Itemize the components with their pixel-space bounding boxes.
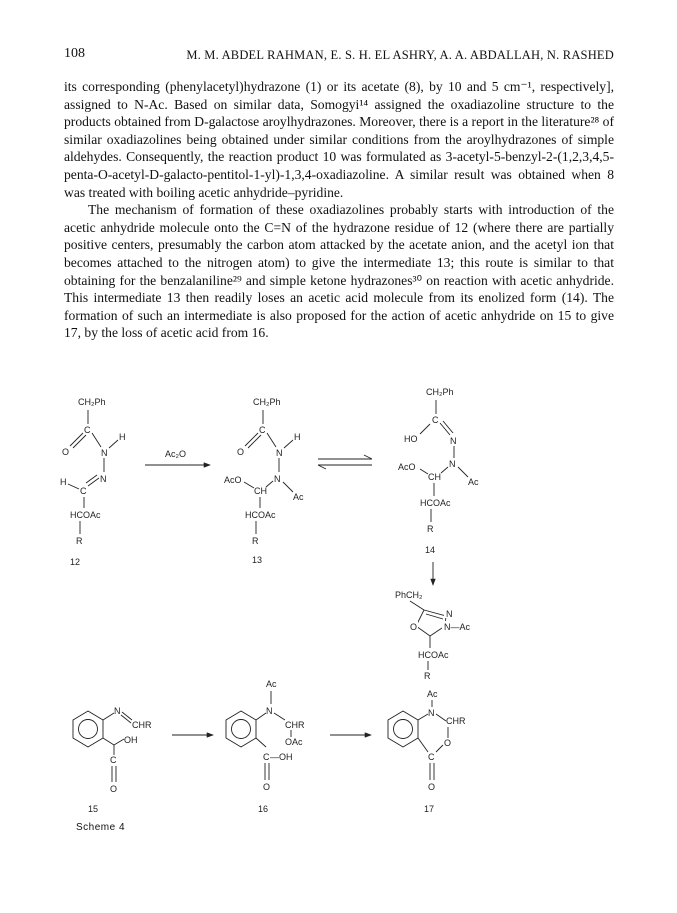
reagent-ac2o: Ac₂O [165, 449, 186, 459]
c17-carbonyl-c: C [428, 752, 435, 762]
c17-chr: CHR [446, 716, 466, 726]
c17-carbonyl-o: O [428, 782, 436, 792]
c12-number: 12 [70, 557, 81, 567]
c17-number: 17 [424, 804, 435, 814]
c14-nac-n: N [449, 459, 456, 469]
c15-chr: CHR [132, 720, 152, 730]
c14-enol-c: C [432, 415, 439, 425]
c15-number: 15 [88, 804, 99, 814]
c12-ch2ph: CH₂Ph [78, 397, 106, 407]
c12-hcoac: HCOAc [70, 510, 101, 520]
c14-hcoac: HCOAc [420, 498, 451, 508]
c12-nh-n: N [101, 448, 108, 458]
page-number: 108 [64, 46, 85, 61]
compound-15 [73, 706, 152, 814]
c13-aco: AcO [224, 475, 242, 485]
oxadiazoline-product [395, 590, 484, 681]
compound-16 [226, 679, 305, 814]
c16-carbonyl-o: O [263, 782, 271, 792]
product-n-ac: N—Ac [444, 622, 471, 632]
c12-oxygen: O [62, 447, 70, 457]
product-ring-o: O [410, 622, 418, 632]
product-r: R [424, 671, 431, 681]
c13-nac-n: N [274, 474, 281, 484]
c16-oh: —OH [270, 752, 293, 762]
product-hcoac: HCOAc [418, 650, 449, 660]
c12-imine-c: C [80, 486, 87, 496]
paragraph-1: its corresponding (phenylacetyl)hydrazone (1) or its acetate (8), by 10 and 5 cm⁻¹, respectively], assigned to N-Ac. Based on similar data, Somogyi¹⁴ assigned the oxadiazoline structure to the products obtained from D-galactose aroylhydrazones. Moreover, there is a report in the literature²⁸ of similar oxadiazolines being obtained under similar conditions from the aroylhydrazones of simple aldehydes. Consequently, the reaction product 10 was formulated as 3-acetyl-5-benzyl-2-(1,2,3,4,5-penta-O-acetyl-D-galacto-pentitol-1-yl)-1,3,4-oxadiazoline. A similar result was obtained when 8 was treated with boiling acetic anhydride–pyridine. [64, 79, 614, 200]
c15-carbonyl-c: C [110, 755, 117, 765]
c13-nh-n: N [276, 448, 283, 458]
product-phch2: PhCH₂ [395, 590, 423, 600]
c14-number: 14 [425, 545, 436, 555]
c17-ac: Ac [427, 689, 438, 699]
c14-imine-n: N [450, 436, 457, 446]
c13-number: 13 [252, 555, 263, 565]
c13-hcoac: HCOAc [245, 510, 276, 520]
c12-nh-h: H [119, 432, 126, 442]
product-n3: N [446, 609, 453, 619]
c13-n-ac: Ac [293, 492, 304, 502]
equilibrium-13-14 [318, 455, 372, 469]
c12-carbonyl-c: C [84, 425, 91, 435]
c14-n-ac: Ac [468, 477, 479, 487]
c13-nh-h: H [294, 432, 301, 442]
c16-chr: CHR [285, 720, 305, 730]
c13-carbonyl-c: C [259, 425, 266, 435]
c15-carbonyl-o: O [110, 784, 118, 794]
c14-ch2ph: CH₂Ph [426, 387, 454, 397]
c12-imine-h: H [60, 477, 67, 487]
c15-oh: OH [124, 735, 138, 745]
c14-ch: CH [428, 472, 441, 482]
c13-ch2ph: CH₂Ph [253, 397, 281, 407]
c12-imine-n: N [100, 474, 107, 484]
c13-ch: CH [254, 486, 267, 496]
arrow-12-to-13 [145, 449, 210, 465]
c14-aco: AcO [398, 462, 416, 472]
c16-ac: Ac [266, 679, 277, 689]
scheme-caption: Scheme 4 [76, 822, 126, 833]
c17-ring-o: O [444, 738, 452, 748]
c13-oxygen: O [237, 447, 245, 457]
c13-r: R [252, 536, 259, 546]
c12-r: R [76, 536, 83, 546]
compound-14 [398, 387, 479, 555]
compound-12 [60, 397, 126, 567]
compound-13 [224, 397, 304, 565]
c16-n: N [266, 706, 273, 716]
c14-r: R [427, 524, 434, 534]
c16-oac: OAc [285, 737, 303, 747]
compound-17 [388, 689, 466, 814]
running-header-authors: M. M. ABDEL RAHMAN, E. S. H. EL ASHRY, A. A. ABDALLAH, N. RASHED [186, 48, 614, 62]
c16-carbonyl-c: C [263, 752, 270, 762]
paragraph-2: The mechanism of formation of these oxadiazolines probably starts with introduction of the acetic anhydride molecule onto the C=N of the hydrazone residue of 12 (where there are partially positive centers, presumably the carbon atom attacked by the acetate anion, and the acetyl ion that becomes attached to the nitrogen atom) to give the intermediate 13; this route is similar to that obtaining for the benzalaniline²⁹ and simple ketone hydrazones³⁰ on reaction with acetic anhydride. This intermediate 13 then readily loses an acetic acid molecule from its enolized form (14). The formation of such an intermediate is also proposed for the action of acetic anhydride on 15 to give 17, by the loss of acetic acid from 16. [64, 202, 614, 341]
c14-ho: HO [404, 434, 418, 444]
c17-n: N [428, 708, 435, 718]
c15-n: N [114, 706, 121, 716]
c16-number: 16 [258, 804, 269, 814]
